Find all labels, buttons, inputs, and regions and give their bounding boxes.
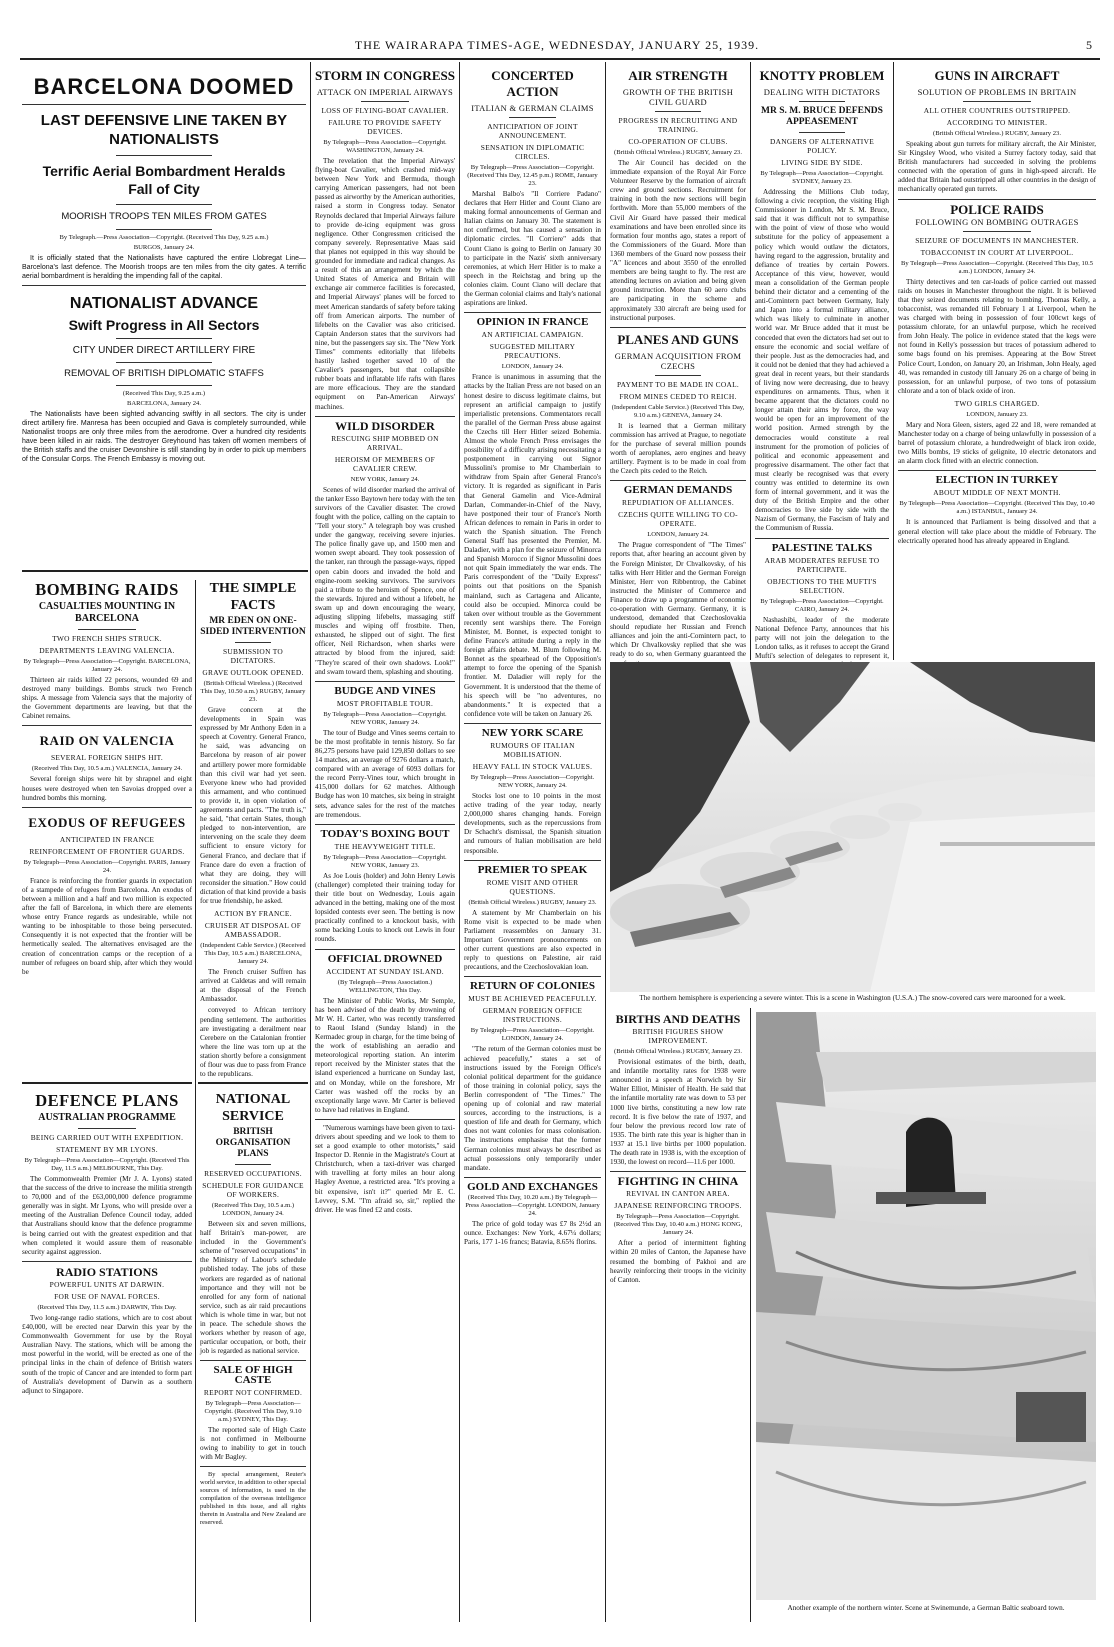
nyscare-credit: By Telegraph—Press Association—Copyright. NEW YORK, January 24. (470, 773, 595, 789)
air-credit: (British Official Wireless.) RUGBY, January 23. (614, 149, 742, 156)
guns-deck-1: ALL OTHER COUNTRIES OUTSTRIPPED. (923, 106, 1071, 115)
concerted-subhead: ITALIAN & GERMAN CLAIMS (471, 103, 594, 113)
radio-deck-2: FOR USE OF NAVAL FORCES. (54, 1291, 160, 1301)
column-3 (464, 64, 601, 1624)
drowned-headline: OFFICIAL DROWNED (327, 952, 443, 965)
planes-deck-2: FROM MINES CEDED TO REICH. (619, 391, 737, 401)
nyscare-headline: NEW YORK SCARE (481, 726, 584, 739)
barcelona-subhead: LAST DEFENSIVE LINE TAKEN BY NATIONALISTS (40, 112, 288, 148)
police-subhead: FOLLOWING ON BOMBING OUTRAGES (915, 216, 1079, 227)
nyscare-deck-1: RUMOURS OF ITALIAN MOBILISATION. (490, 740, 575, 759)
police-deck-1: SEIZURE OF DOCUMENTS IN MANCHESTER. (915, 235, 1079, 245)
facts-headline: THE SIMPLE FACTS (209, 581, 297, 613)
premier-credit: (British Official Wireless.) RUGBY, January 23. (468, 898, 597, 906)
barcelona-headline: BARCELONA DOOMED (33, 74, 295, 99)
nyscare-text: Stocks lost one to 10 points in the most active trading of the year today, nearly 2,000,000 shares changing hands. Foreign developments, such as the repercussions from Dr Schacht's dismissal, the Spanish situation and rumours of Italian mobilisation are held responsible. (464, 791, 601, 855)
concerted-credit: By Telegraph—Press Association—Copyright. (Received This Day, 12.45 p.m.) ROME, January 23. (467, 164, 598, 187)
washington-caption: The northern hemisphere is experiencing a severe winter. This is a scene in Washington (U.S.A.) The snow-covered cars were marooned for a week. (639, 994, 1066, 1002)
concerted-deck-1: ANTICIPATION OF JOINT ANNOUNCEMENT. (487, 122, 578, 140)
column-rule (750, 1008, 751, 1622)
opinion-text: France is unanimous in assuming that the attacks by the Italian Press are not based on an honest desire to discuss legitimate claims, but represent an artificial campaign to justify imperialistic pretensions. Commentators recall the parallel of the German Press abuse against the Czechs till Herr Hitler seized Bohemia. Almost the whole French Press envisages the possibility of a difficulty arising necessitating a postponement in carrying out Signor Mussolini's promise to Mr Chamberlain to withdraw from Spain after General Franco's victory. It is regarded as significant in Paris that General Gamelin and Vice-Admiral Darlan, Commander-in-Chief of the Navy, have postponed their tour of France's North African defences to remain in Paris in order to watch the Spanish situation. The French General Staff has presented the Premier, M. Daladier, with a plan for the seizure of Minorca and Spanish Morocco if Signor Mussolini does not quit Spain immediately the war ends. The Paris correspondent of the "Daily Express" points out that positions on the Spanish mainland, such as Cartagena and Alicante, could also be occupied. Minorca could be taken over without trouble as the Government recently sent warships there. The Foreign Minister, M. Bonnet, is expected tonight to define France's attitude during a reply in the foreign affairs debate. M. Blum following M. Bonnet as the spearhead of the Opposition's attempt to force the opening of the Spanish frontier. M. Daladier will reply for the Government. It is understood that the theme of his speech will be "no adventures, no abandonments." It is expected that a confidence vote will be taken on January 26. (464, 373, 601, 718)
masthead-rule (20, 58, 1100, 60)
snow-scene-image (610, 662, 1095, 992)
palestine-deck-1: ARAB MODERATES REFUSE TO PARTICIPATE. (764, 555, 880, 574)
national-text: Between six and seven millions, half Britain's man-power, are included in the Government's scheme of "reserved occupations" in the Ministry of Labour's schedule published today. The jobs of these workers are regarded as of national importance and they will not be enrolled for any form of national service, such as air raid precautions which is whole time in war, but not in peace. The schedule shows the workers whether by reason of age, particular occupation, or both, their job is regarded as national service. (200, 1220, 306, 1356)
nyscare-deck-2: HEAVY FALL IN STOCK VALUES. (472, 761, 593, 771)
valencia-deck: SEVERAL FOREIGN SHIPS HIT. (50, 753, 164, 763)
police-text: Thirty detectives and ten car-loads of police carried out massed raids on houses in Manchester throughout the night. It is believed that they seized documents relating to bombing. Thomas Kelly, a tobacconist, was remanded till February 1 at Liverpool, when he was charged with being in possession of four 100cwt kegs of potassium chlorate, for an unlawful purpose, which he received from John Healy. The police in evidence stated that the kegs were not found in Kelly's possession but traces of potassium adhered to some bags found on his premises. Appearing at the Bow Street Police Court, London, on January 20, an Irishman, John Healy, aged 40, was remanded in custody till January 26 on a charge of being in possession, for an unlawful purpose, of two tons of potassium chlorate and a ton of black oxide of iron. (898, 277, 1096, 395)
drowned-credit: (By Telegraph—Press Association.) WELLINGTON, This Day. (337, 978, 433, 994)
barcelona-subhead-3: MOORISH TROOPS TEN MILES FROM GATES (61, 211, 267, 222)
radio-text: Two long-range radio stations, which are to cost about £40,000, will be erected near Darwin this year by the Commonwealth Government for use by the Royal Australian Navy. The stations, which will be among the most powerful in the world, will be erected as one of the principal links in the chain of defence of British waters south of the tropic of Cancer and are intended to form part of Australia's development of Darwin as a southern adjunct to Singapore. (22, 1313, 192, 1395)
premier-deck: ROME VISIT AND OTHER QUESTIONS. (486, 877, 579, 896)
guns-text: Speaking about gun turrets for military aircraft, the Air Minister, Sir Kingsley Wood, who visited a Surrey factory today, said that British manufacturers had succeeded in solving the problems connected with the operation of guns in high-speed aircraft. He added that Britain had outstripped all other countries in the design of mechanically operated gun turrets. (898, 140, 1096, 194)
colonies-deck-2: GERMAN FOREIGN OFFICE INSTRUCTIONS. (482, 1006, 583, 1025)
air-headline: AIR STRENGTH (628, 68, 728, 83)
knotty-subhead: DEALING WITH DICTATORS (763, 87, 881, 97)
refugees-credit: By Telegraph—Press Association—Copyright. PARIS, January 24. (23, 858, 191, 874)
swinemunde-photo (756, 1012, 1096, 1600)
turkey-headline: ELECTION IN TURKEY (935, 474, 1059, 487)
turkey-credit: By Telegraph—Press Association—Copyright. (Received This Day, 10.40 a.m.) ISTANBUL, January 24. (899, 500, 1095, 516)
bombing-headline: BOMBING RAIDS (35, 580, 179, 599)
guns-subhead: SOLUTION OF PROBLEMS IN BRITAIN (917, 87, 1077, 97)
opinion-deck-2: SUGGESTED MILITARY PRECAUTIONS. (489, 342, 576, 361)
valencia-headline: RAID ON VALENCIA (39, 733, 175, 749)
facts-deck-1: SUBMISSION TO DICTATORS. (222, 647, 284, 665)
palestine-deck-2: OBJECTIONS TO THE MUFTI'S SELECTION. (767, 576, 877, 595)
taxi-paragraph: "Numerous warnings have been given to taxi-drivers about speeding and we look to them to set a good example to other motorists," said Inspector D. Rennie in the Magistrate's Court at Christchurch, when a taxi-driver was charged with travelling at forty miles an hour along Hagley Avenue, a restricted area. "It's proving a bit expensive, isn't it?" queried Mr E. C. Levvey, S.M. "I'm afraid so, sir," replied the driver. He was fined £2 and costs. (315, 1123, 455, 1214)
guns-deck-2: ACCORDING TO MINISTER. (946, 118, 1048, 127)
births-deck: BRITISH FIGURES SHOW IMPROVEMENT. (632, 1027, 724, 1046)
opinion-headline: OPINION IN FRANCE (476, 316, 589, 329)
facts-credit: (British Official Wireless.) (Received This Day, 10.50 a.m.) RUGBY, January 23. (200, 680, 306, 703)
palestine-text: Nashashibi, leader of the moderate National Defence Party, announces that his party will not join the delegation to the London talks, as it refuses to accept the Grand Mufti's selection of delegates to represent it, (755, 615, 889, 661)
column-rule (195, 580, 196, 1622)
budge-headline: BUDGE AND VINES (334, 684, 436, 697)
national-deck-1: RESERVED OCCUPATIONS. (204, 1169, 302, 1178)
demands-headline: GERMAN DEMANDS (623, 484, 733, 497)
opinion-deck-1: AN ARTIFICIAL CAMPAIGN. (481, 330, 584, 340)
barcelona-dateline: BURGOS, January 24. (133, 244, 195, 251)
sale-credit: By Telegraph—Press Association—Copyright. (Received This Day, 9.10 a.m.) SYDNEY, This Day. (204, 1399, 302, 1423)
column-rule (750, 62, 751, 660)
budge-text: The tour of Budge and Vines seems certain to be the most profitable in tennis history. So far 86,275 persons have paid 129,850 dollars to see 14 matches, an average of 9276 dollars a match, compared with an average of 6093 dollars for the record Perry-Vines tour, which brought in 415,000 dollars for 62 matches. Although Budge has won 10 matches, six being in straight sets, advance sales for the rest of the matches are tremendous. (315, 728, 455, 819)
barcelona-subhead-2: Terrific Aerial Bombardment Heralds Fall of City (42, 163, 286, 197)
knotty-deck-1: DANGERS OF ALTERNATIVE POLICY. (769, 137, 875, 155)
guns-credit: (British Official Wireless.) RUGBY, January 23. (933, 130, 1061, 137)
planes-text: It is learned that a German military commission has arrived at Prague, to negotiate for the purchase of several million pounds worth of aeroplanes, aero engines and heavy artillery. Payment is to be made in coal from the Czech pits ceded to the Reich. (610, 421, 746, 476)
wild-credit: NEW YORK, January 24. (350, 475, 420, 483)
police-deck-3: TWO GIRLS CHARGED. (954, 398, 1040, 408)
column-rule (893, 62, 894, 660)
planes-subhead: GERMAN ACQUISITION FROM CZECHS (614, 350, 742, 371)
demands-deck-1: REPUDIATION OF ALLIANCES. (622, 498, 734, 508)
china-deck-1: REVIVAL IN CANTON AREA. (626, 1189, 730, 1199)
radio-credit: (Received This Day, 11.5 a.m.) DARWIN, This Day. (37, 1303, 177, 1311)
colonies-deck-1: MUST BE ACHIEVED PEACEFULLY. (468, 994, 597, 1004)
palestine-credit: By Telegraph—Press Association—Copyright. CAIRO, January 24. (760, 597, 884, 613)
wild-deck-2: HEROISM OF MEMBERS OF CAVALIER CREW. (334, 454, 436, 473)
congress-subhead: ATTACK ON IMPERIAL AIRWAYS (316, 87, 454, 97)
premier-headline: PREMIER TO SPEAK (477, 863, 588, 876)
column-1a-bottom (22, 1086, 192, 1626)
running-head (0, 30, 1114, 60)
police-headline: POLICE RAIDS (950, 201, 1044, 217)
air-deck-2: CO-OPERATION OF CLUBS. (628, 137, 728, 146)
nationalist-dateline: BARCELONA, January 24. (127, 400, 201, 407)
wild-deck-1: RESCUING SHIP MOBBED ON ARRIVAL. (331, 433, 439, 452)
turkey-deck: ABOUT MIDDLE OF NEXT MONTH. (933, 488, 1061, 498)
premier-text: A statement by Mr Chamberlain on his Rome visit is expected to be made when Parliament reassembles on January 31. Important Government pronouncements on other current questions are also expected in reply to questions on Palestine, air raid precautions, and the Czechoslovakian loan. (464, 908, 601, 972)
column-rule (605, 62, 606, 1622)
concerted-text: Marshal Balbo's "Il Corriere Padano" declares that Herr Hitler and Count Ciano are making formal announcements of German and Italian claims on January 30. The statement is not confirmed, but has caused a sensation in diplomatic circles. "Il Corriere" adds that Count Ciano is going to Berlin on January 30 to participate in the Nazis' sixth anniversary ceremonies, at which Herr Hitler is to make a speech in the Reichstag and bring up the colonies claim. Count Ciano will declare that the German colonial claims and Italy's national aspirations are linked. (464, 190, 601, 308)
paper-title: THE WAIRARAPA TIMES-AGE, WEDNESDAY, JANUARY 25, 1939. (354, 38, 760, 52)
concerted-deck-2: SENSATION IN DIPLOMATIC CIRCLES. (480, 143, 585, 161)
knotty-credit: By Telegraph—Press Association—Copyright. SYDNEY, January 23. (760, 170, 884, 185)
refugees-continued: conveyed to African territory pending settlement. The authorities are investigating a derailment near Cerebere on the Catalonian frontier where the line was torn up at the station shortly before a consignment of flour was due to pass from France to the republicans. (200, 1006, 306, 1079)
boxing-headline: TODAY'S BOXING BOUT (320, 827, 450, 840)
china-deck-2: JAPANESE REINFORCING TROOPS. (614, 1201, 742, 1211)
gold-text: The price of gold today was £7 8s 2½d an ounce. Exchanges: New York, 4.67¼ dollars; Paris, 177 1-16 francs; Batavia, 8.65¾ florins. (464, 1219, 601, 1247)
gold-credit: (Received This Day, 10.20 a.m.) By Telegraph—Press Association—Copyright. LONDON, January 24. (465, 1193, 600, 1217)
bombing-text: Thirteen air raids killed 22 persons, wounded 69 and destroyed many buildings. Bombs struck two French ships. A message from Valencia says that the majority of the Government departments are leaving, but that the Cabinet remains. (22, 676, 192, 721)
column-4 (610, 64, 746, 658)
police-text-2: Mary and Nora Gleen, sisters, aged 22 and 18, were remanded at Manchester today on a charge of being unlawfully in possession of a barrel of potassium chlorate, a hundredweight of black iron oxide, two Mills bombs, 19 sticks of gelignite, 10 electric detonators and an alarm clock fitted with an electric connection. (898, 420, 1096, 466)
china-credit: By Telegraph—Press Association—Copyright. (Received This Day, 10.40 a.m.) HONG KONG, January 24. (613, 1213, 743, 1237)
china-text: After a period of intermittent fighting within 20 miles of Canton, the Japanese have resumed the bombing of Pakhoi and are heavily reinforcing their troops in the vicinity of Canton. (610, 1239, 746, 1284)
facts-deck-2: GRAVE OUTLOOK OPENED. (202, 668, 304, 677)
china-headline: FIGHTING IN CHINA (617, 1174, 739, 1189)
radio-deck-1: POWERFUL UNITS AT DARWIN. (49, 1279, 165, 1289)
artillery-subhead: CITY UNDER DIRECT ARTILLERY FIRE (72, 345, 256, 356)
national-headline: NATIONAL SERVICE (215, 1092, 291, 1124)
gold-headline: GOLD AND EXCHANGES (467, 1180, 598, 1193)
facts-subhead: MR EDEN ON ONE-SIDED INTERVENTION (200, 616, 306, 637)
knotty-text: Addressing the Millions Club today, following a civic reception, the visiting High Commissioner in London, Mr S. M. Bruce, said that it was difficult not to sympathise with the point of view of those who would substitute for the policy of appeasement a policy which would outlaw the dictators, having regard to the aggression, brutality and defiance of treaties by certain Powers. Acceptance of this view, however, would mean a consolidation of the German people behind their dictator and a cementing of the anti-Comintern pact between Germany, Italy and Japan into a formal military alliance, which was likely to culminate in another world war. Mr Bruce added that it must be conceded that even the dictators had set out to ensure the economic and social welfare of their people. Just as the democracies had, and it could not be denied that they had achieved a great deal in recent years, but their standards of living now were decreasing, due to heavy expenditures on armaments. Thus, when it became apparent that the dictators could no longer attain their aims by force, the way would be open for an improvement of the world position. Armed strength by the democracies would constitute a real instrument for the promotion of policies of political and economic appeasement and progressive disarmament. The other fact that must clearly be recognised was that every country was entitled to determine its own form of internal government, and it was the duty of the British Empire and the other democracies to live side by side with the Nazism of Germany, the Fascism of Italy and the Communism of Russia. (755, 188, 889, 533)
defence-credit: By Telegraph—Press Association—Copyright. (Received This Day, 11.5 a.m.) MELBOURNE, This Day. (24, 1157, 190, 1172)
palestine-headline: PALESTINE TALKS (771, 541, 873, 554)
nationalist-subhead: Swift Progress in All Sectors (68, 317, 260, 333)
refugees-headline: EXODUS OF REFUGEES (28, 814, 186, 830)
barcelona-text: It is officially stated that the Nationalists have captured the entire Llobregat Line—Barcelona's last defence. The Moorish troops are ten miles from the city gates. A terrific aerial bombardment is heralding the impending fall of the capital. (22, 255, 306, 280)
nationalist-credit: (Received This Day, 9.25 a.m.) (122, 390, 206, 397)
planes-credit: (Independent Cable Service.) (Received This Day, 9.10 a.m.) GENEVA, January 24. (611, 403, 745, 419)
planes-deck-1: PAYMENT TO BE MADE IN COAL. (616, 379, 740, 389)
national-subhead: BRITISH ORGANISATION PLANS (215, 1127, 291, 1159)
boxing-credit: By Telegraph—Press Association—Copyright. NEW YORK, January 23. (323, 853, 447, 869)
frozen-harbour-image (756, 1012, 1096, 1600)
diplomatic-subhead: REMOVAL OF BRITISH DIPLOMATIC STAFFS (64, 368, 264, 379)
facts-text-2: The French cruiser Suffren has arrived at Caldetas and will remain at the disposal of the French Ambassador. (200, 968, 306, 1004)
police-credit: By Telegraph—Press Association—Copyright. (Received This Day, 10.5 a.m.) LONDON, January 24. (900, 259, 1094, 275)
refugees-text: France is reinforcing the frontier guards in expectation of a stampede of refugees from Barcelona. An exodus of between a million and a half and two million is expected after the fall of Barcelona, in which there are elements whose entry France regards as undesirable, while not wanting to be inhospitable to those being persecuted. Consequently it is not expected that the frontier will be hermetically sealed. The alternatives envisaged are the creation of concentration camps or the reception of a number of refugees on board ship, after which they would be (22, 876, 192, 976)
opinion-credit: LONDON, January 24. (501, 363, 564, 371)
column-4-bottom (610, 1010, 746, 1624)
refugees-deck-2: REINFORCEMENT OF FRONTIER GUARDS. (29, 846, 185, 856)
facts-deck-3: ACTION BY FRANCE. (214, 909, 292, 919)
facts-credit-2: (Independent Cable Service.) (Received This Day, 10.5 a.m.) BARCELONA, January 24. (200, 942, 306, 966)
guns-headline: GUNS IN AIRCRAFT (934, 68, 1060, 83)
congress-text: The revelation that the Imperial Airways' flying-boat Cavalier, which crashed mid-way between New York and Bermuda, though carrying American passengers, had not been passed as airworthy by the American authorities, raised a storm in Congress today. Senator Reynolds declared that Imperial Airways failure to provide de-icing equipment was gross negligence. Other Congressmen criticised the company severely. Representative Maas said that planes not equipped in this way should be grounded for immediate and radical changes. As a result of this an arrangement by which the United States of America and Britain will exchange air commerce facilities is forecasted, and Imperial Airways' planes will be forced to meet American standards of safety before taking off from American airports. The number of lifebelts on the Cavalier was also criticised. Captain Anderson states that the survivors had nine, but the passengers say six. The "New York Times" comments editorially that lifebelts hastily lashed together saved 10 of the Cavalier's passengers, but that collapsible rubber boats and inflatable life rafts with flares are more efficacious. They are the standard equipment on Pan-American Airways' machines. (315, 157, 455, 411)
congress-deck-2: FAILURE TO PROVIDE SAFETY DEVICES. (328, 118, 442, 136)
congress-credit: By Telegraph—Press Association—Copyright. WASHINGTON, January 24. (323, 139, 447, 154)
demands-text: The Prague correspondent of "The Times" reports that, after hearing an account given by the Foreign Minister, Dr Chvalkovsky, of his talks with Herr Hitler and the German Foreign Minister, Herr von Ribbentrop, the Cabinet instructed the Minister of Commerce and Finance to draw up a programme of economic co-operation with Germany. Germany, it is understood, demanded that Czechoslovakia should repudiate her Russian and French alliances and join the anti-Comintern pact, to which Dr Chvalkovsky replied that she was ready to do so, when Germany guaranteed the (610, 541, 746, 659)
sale-headline: SALE OF HIGH CASTE (213, 1364, 293, 1386)
colonies-credit: By Telegraph—Press Association—Copyright. LONDON, January 24. (470, 1027, 595, 1043)
drowned-deck: ACCIDENT AT SUNDAY ISLAND. (326, 966, 444, 976)
column-5 (755, 64, 889, 661)
bombing-credit: By Telegraph—Press Association—Copyright. BARCELONA, January 24. (23, 658, 191, 673)
police-deck-2: TOBACCONIST IN COURT AT LIVERPOOL. (920, 247, 1074, 257)
washington-snow-photo (610, 662, 1095, 992)
bombing-subhead: CASUALTIES MOUNTING IN BARCELONA (38, 601, 176, 624)
section-rule (22, 570, 308, 572)
column-2 (315, 64, 455, 1624)
air-text: The Air Council has decided on the immediate expansion of the Royal Air Force Volunteer Reserve by the formation of aircraft crew and ground sections. Recruitment for training in both the new sections will begin forthwith. More than 55,000 members of the Civil Air Guard have passed their medical examinations and have been enrolled since its formation four months ago, states a report of the Commissioners of the Guard. More than 1360 members of the Guard now possess their "A" licences and about 3550 of the enrolled members are being taught to fly. The rest are attending lectures on aviation and being given ground instruction. More than 60 aero clubs are participating in the scheme and approximately 330 aircraft are being used for instructional purposes. (610, 159, 746, 322)
births-credit: (British Official Wireless.) RUGBY, January 23. (614, 1048, 742, 1056)
nationalist-headline: NATIONALIST ADVANCE (69, 295, 259, 312)
births-headline: BIRTHS AND DEATHS (615, 1012, 741, 1026)
boxing-deck: THE HEAVYWEIGHT TITLE. (334, 841, 436, 851)
defence-headline: DEFENCE PLANS (35, 1091, 179, 1110)
reuters-notice: By special arrangement, Reuter's world service, in addition to other special sources of information, is used in the compilation of the overseas intelligence published in this issue, and all rights therein in Australia and New Zealand are reserved. (200, 1470, 306, 1526)
congress-deck-1: LOSS OF FLYING-BOAT CAVALIER. (321, 106, 449, 115)
swinemunde-caption: Another example of the northern winter. Scene at Swinemunde, a German Baltic seaboard town. (787, 1604, 1065, 1612)
knotty-deck-2: LIVING SIDE BY SIDE. (781, 158, 863, 167)
section-rule (198, 1082, 308, 1084)
defence-deck-1: BEING CARRIED OUT WITH EXPEDITION. (30, 1133, 184, 1142)
police-credit-2: LONDON, January 23. (966, 410, 1028, 418)
column-rule (459, 62, 460, 1622)
congress-headline: STORM IN CONGRESS (315, 68, 455, 83)
defence-text: The Commonwealth Premier (Mr J. A. Lyons) stated that the success of the drive to increase the militia strength to 70,000 and of the £63,000,000 defence programme generally was in sight. Mr Lyons, who will preside over a meeting of the Australian Defence Council today, added that Australians should know that the defence programme is being carried out with the greatest expedition and that when completed it would assure them of reasonable security against aggression. (22, 1175, 192, 1256)
nationalist-text: The Nationalists have been sighted advancing swiftly in all sectors. The city is under direct artillery fire. Manresa has been occupied and Gava is completely surrounded, while Nationalist troops are only three miles from the aerodrome. Over a hundred city residents have been killed in air raids. The destroyer Greyhound has taken off women members of the British staffs and the cruiser Devonshire is still standing by in order to pick up members of the Consular Corps. The French Embassy is moving out. (22, 411, 306, 463)
drowned-text: The Minister of Public Works, Mr Semple, has been advised of the death by drowning of Mr W. H. Carter, who was recently transferred to Raoul Island (Sunday Island) in the Kermadec group in charge, for the time being of the work of establishing an aeradio and meteorological reporting station. An interim report received by the Minister states that the island experienced a hurricane on Sunday last, and on Monday, while on the foreshore, Mr Carter was washed off the rocks by an exceptionally large wave. Mr Carter is believed to have had relatives in England. (315, 996, 455, 1114)
bombing-deck-2: DEPARTMENTS LEAVING VALENCIA. (39, 646, 175, 655)
air-deck-1: PROGRESS IN RECRUITING AND TRAINING. (618, 116, 738, 134)
column-6 (898, 64, 1096, 658)
facts-deck-4: CRUISER AT DISPOSAL OF AMBASSADOR. (204, 921, 302, 940)
bombing-deck-1: TWO FRENCH SHIPS STRUCK. (52, 634, 162, 643)
colonies-text: "The return of the German colonies must be achieved peacefully," states a set of instructions issued by the Foreign Office's colonial political department for the guidance of those training in colonial policy, says the Berlin correspondent of "The Times." The opening up of colonial and raw material sources, according to the instructions, is a question of life and death for Germany, which does not want colonies for mass colonisation. The instructions emphasise that the former German colonies must always be described as actual possessions only temporarily under mandate. (464, 1045, 601, 1172)
radio-headline: RADIO STATIONS (56, 1264, 158, 1279)
planes-headline: PLANES AND GUNS (617, 331, 739, 347)
refugees-deck-1: ANTICIPATED IN FRANCE (59, 834, 155, 844)
valencia-text: Several foreign ships were hit by shrapnel and eight houses were destroyed when ten Savoias dropped over a hundred bombs this morning. (22, 775, 192, 802)
column-rule (310, 62, 311, 1622)
knotty-subhead-2: MR S. M. BRUCE DEFENDS APPEASEMENT (761, 106, 883, 127)
sale-text: The reported sale of High Caste is not confirmed in Melbourne owing to inability to get in touch with Mr Bagley. (200, 1425, 306, 1461)
boxing-text: As Joe Louis (holder) and John Henry Lewis (challenger) completed their training today for their title bout on Wednesday, Louis again advanced in the betting, making one of the most lopsided contests ever seen. The betting is now practically confined to a knockout basis, with some backing Louis to knock out Lewis in four rounds. (315, 871, 455, 944)
sale-deck: REPORT NOT CONFIRMED. (203, 1387, 303, 1397)
concerted-headline: CONCERTED ACTION (491, 68, 574, 99)
defence-deck-2: STATEMENT BY MR LYONS. (56, 1145, 158, 1154)
section-rule (22, 1082, 192, 1084)
barcelona-credit: By Telegraph.—Press Association—Copyright. (Received This Day, 9.25 a.m.) (59, 234, 269, 241)
wild-text: Scenes of wild disorder marked the arrival of the tanker Esso Baytown here today with the ten survivors of the Cavalier disaster. The crowd fought with the police, calling on the captain to "Tell your story." A telegraph boy was crushed under the gangway, receiving severe injuries. The police finally gave up, and 1500 men and women swept aboard. They took possession of the tanker, ran through the passage-ways, ripped open cabin doors and invaded the hold and engine-room seeking survivors. The survivors paid a tribute to the heroism of Spence, one of the stewards. Injured and without a lifebelt, he swam up and down encouraging the weary, adjusting slipping lifebelts, massaging stiff muscles and wiping off frostbite. Then, exhausted, he slipped out of sight. The first officer, Neil Richardson, when sharks were attracted by blood from the injured, said: "They're scared of their own shadows. Look!" and swam toward them, splashing and shouting. (315, 485, 455, 676)
wild-headline: WILD DISORDER (335, 418, 435, 433)
defence-subhead: AUSTRALIAN PROGRAMME (38, 1112, 176, 1123)
colonies-headline: RETURN OF COLONIES (470, 980, 595, 993)
column-1b (200, 575, 306, 1079)
column-1a (22, 575, 192, 1075)
turkey-text: It is announced that Parliament is being dissolved and that a general election will take place about the middle of February. The electrically operated hood has already appeared in England. (898, 518, 1096, 545)
budge-credit: By Telegraph—Press Association—Copyright. NEW YORK, January 24. (323, 710, 447, 726)
page-number: 5 (1086, 38, 1092, 52)
national-deck-2: SCHEDULE FOR GUIDANCE OF WORKERS. (202, 1181, 304, 1199)
demands-credit: LONDON, January 24. (647, 531, 709, 539)
births-text: Provisional estimates of the birth, death, and infantile mortality rates for 1938 were announced in a speech at Norwich by Sir Walter Elliot, Minister of Health. He said that the infantile mortality rate was down to 53 per 1000 live births, constituting a new low rate record. It is five below the rate of 1937, and four below the previous record low rate of 1935. The birth rate this year is higher than in 1937 at 15.1 live births per 1000 population. The death rate in 1938 is, with the exception of 1930, the lowest on record—11.6 per 1000. (610, 1058, 746, 1167)
barcelona-story (22, 64, 306, 564)
facts-text: Grave concern at the developments in Spain was expressed by Mr Anthony Eden in a speech at Coventry. General Franco, he said, was advancing on Barcelona by reason of air power and artillery power more formidable than this civil war had yet seen. Everyone knew who had provided this armament, and who continued to provide it, in open violation of agreements and pacts. "The truth is," he said, "that certain States, though pledged to non-intervention, are intervening on the scale they deem sufficient to ensure victory for General Franco, and declare that if France dare do even a fraction of what they are doing, they will reconsider the situation." How could dictation of that kind provide a basis for true friendship, he asked. (200, 706, 306, 905)
demands-deck-2: CZECHS QUITE WILLING TO CO-OPERATE. (618, 510, 738, 529)
valencia-credit: (Received This Day, 10.5 a.m.) VALENCIA, January 24. (31, 765, 183, 773)
national-credit: (Received This Day, 10.5 a.m.) LONDON, January 24. (211, 1202, 295, 1217)
air-subhead: GROWTH OF THE BRITISH CIVIL GUARD (622, 87, 734, 107)
knotty-headline: KNOTTY PROBLEM (759, 68, 885, 83)
budge-deck: MOST PROFITABLE TOUR. (336, 698, 434, 708)
column-1b-bottom (200, 1086, 306, 1626)
